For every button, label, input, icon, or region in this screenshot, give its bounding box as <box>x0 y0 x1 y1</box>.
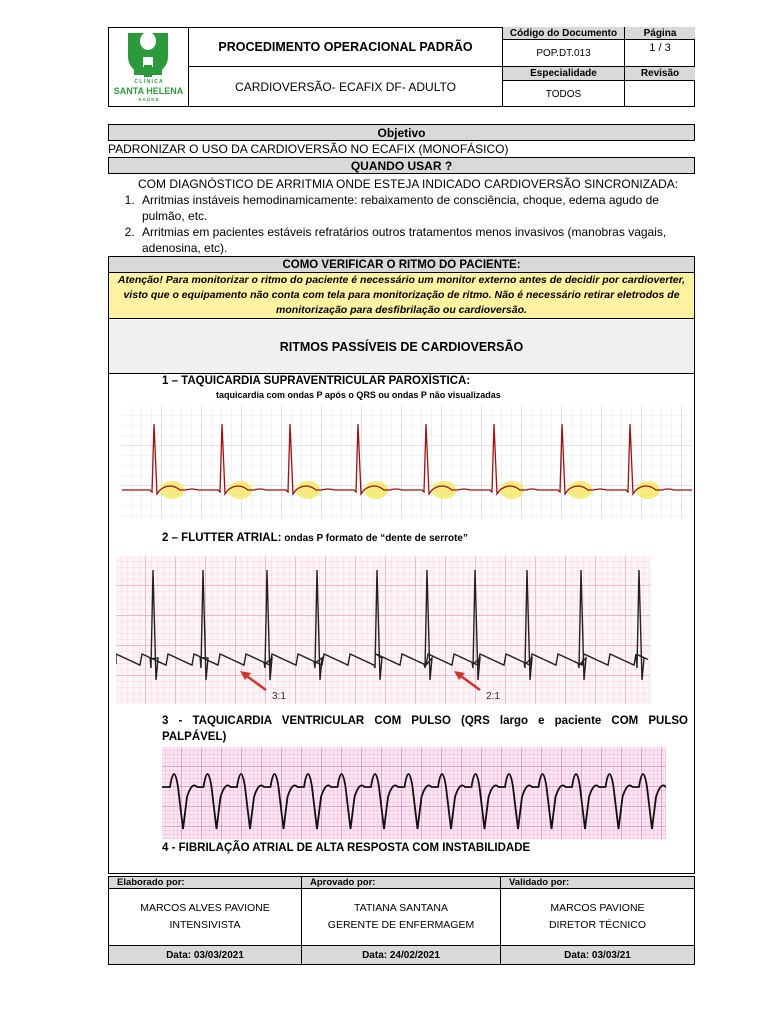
ratio-label-2: 2:1 <box>486 691 500 702</box>
rhythm-3-title: 3 - TAQUICARDIA VENTRICULAR COM PULSO (QRS largo e paciente COM PULSO PALPÁVEL) <box>162 715 688 743</box>
approved-role: GERENTE DE ENFERMAGEM <box>327 919 475 931</box>
when-list <box>100 192 696 256</box>
rhythm-2-title-row <box>162 532 468 544</box>
ratio-label-1: 3:1 <box>272 691 286 702</box>
approved-label: Aprovado por: <box>302 877 501 889</box>
elaborated-label: Elaborado por: <box>109 877 302 889</box>
when-intro: COM DIAGNÓSTICO DE ARRITMIA ONDE ESTEJA INDICADO CARDIOVERSÃO SINCRONIZADA: <box>138 177 679 191</box>
ecg-strip-svt <box>122 406 692 518</box>
objective-text: PADRONIZAR O USO DA CARDIOVERSÃO NO ECAFIX (MONOFÁSICO) <box>108 142 509 156</box>
validated-date: Data: 03/03/21 <box>501 946 694 964</box>
approved-name: TATIANA SANTANA <box>354 902 448 914</box>
rhythm-1-caption: taquicardia com ondas P após o QRS ou ondas P não visualizadas <box>216 390 501 400</box>
page-title: PROCEDIMENTO OPERACIONAL PADRÃO <box>189 27 503 67</box>
approved-date: Data: 24/02/2021 <box>302 946 501 964</box>
validated-cell <box>501 889 694 946</box>
page-value: 1 / 3 <box>625 40 695 67</box>
warning-text: Atenção! Para monitorizar o ritmo do paciente é necessário um monitor externo antes de decidir por cardioverter, visto que o equipamento não conta com tela para monitorização de ritmo. Não é necessário retirar eletrodos de monitorização para desfibrilação ou cardioversão. <box>109 273 694 319</box>
doc-code-label: Código do Documento <box>503 27 625 40</box>
logo-cell <box>108 27 189 107</box>
validated-label: Validado por: <box>501 877 694 889</box>
rhythm-subheading: RITMOS PASSÍVEIS DE CARDIOVERSÃO <box>109 320 694 374</box>
ecg-strip-flutter <box>116 556 650 704</box>
when-heading: QUANDO USAR ? <box>108 157 695 174</box>
revision-label: Revisão <box>625 67 695 81</box>
logo-line3: S A Ú D E <box>138 97 159 102</box>
rhythm-heading: COMO VERIFICAR O RITMO DO PACIENTE: <box>109 257 694 273</box>
validated-name: MARCOS PAVIONE <box>550 902 645 914</box>
validated-role: DIRETOR TÉCNICO <box>548 919 647 931</box>
ecg-strip-vt <box>162 747 666 839</box>
rhythm-2-caption: ondas P formato de “dente de serrote” <box>281 533 468 544</box>
page-label: Página <box>625 27 695 40</box>
elaborated-date: Data: 03/03/2021 <box>109 946 302 964</box>
logo-line1: C L Í N I C A <box>134 79 163 85</box>
rhythm-4-title: 4 - FIBRILAÇÃO ATRIAL DE ALTA RESPOSTA COM INSTABILIDADE <box>162 842 531 854</box>
rhythm-2-title: 2 – FLUTTER ATRIAL: <box>162 532 282 544</box>
doc-code-value: POP.DT.013 <box>503 40 625 67</box>
approved-cell <box>302 889 501 946</box>
rhythm-1-title: 1 – TAQUICARDIA SUPRAVENTRICULAR PAROXÍSTICA: <box>162 375 471 387</box>
logo-line2: SANTA HELENA <box>113 86 184 96</box>
objective-heading: Objetivo <box>108 124 695 141</box>
elaborated-cell <box>109 889 302 946</box>
list-item: 2. Arritmias em pacientes estáveis refratários outros tratamentos menos invasivos (manobras vagais, adenosina, etc). <box>138 224 696 256</box>
specialty-label: Especialidade <box>503 67 625 81</box>
page-subtitle: CARDIOVERSÃO- ECAFIX DF- ADULTO <box>189 67 503 107</box>
specialty-value: TODOS <box>503 81 625 107</box>
list-item: 1. Arritmias instáveis hemodinamicamente: rebaixamento de consciência, choque, edema agudo de pulmão, etc. <box>138 192 696 224</box>
elaborated-role: INTENSIVISTA <box>169 919 241 931</box>
revision-value <box>625 81 695 107</box>
elaborated-name: MARCOS ALVES PAVIONE <box>140 902 270 914</box>
